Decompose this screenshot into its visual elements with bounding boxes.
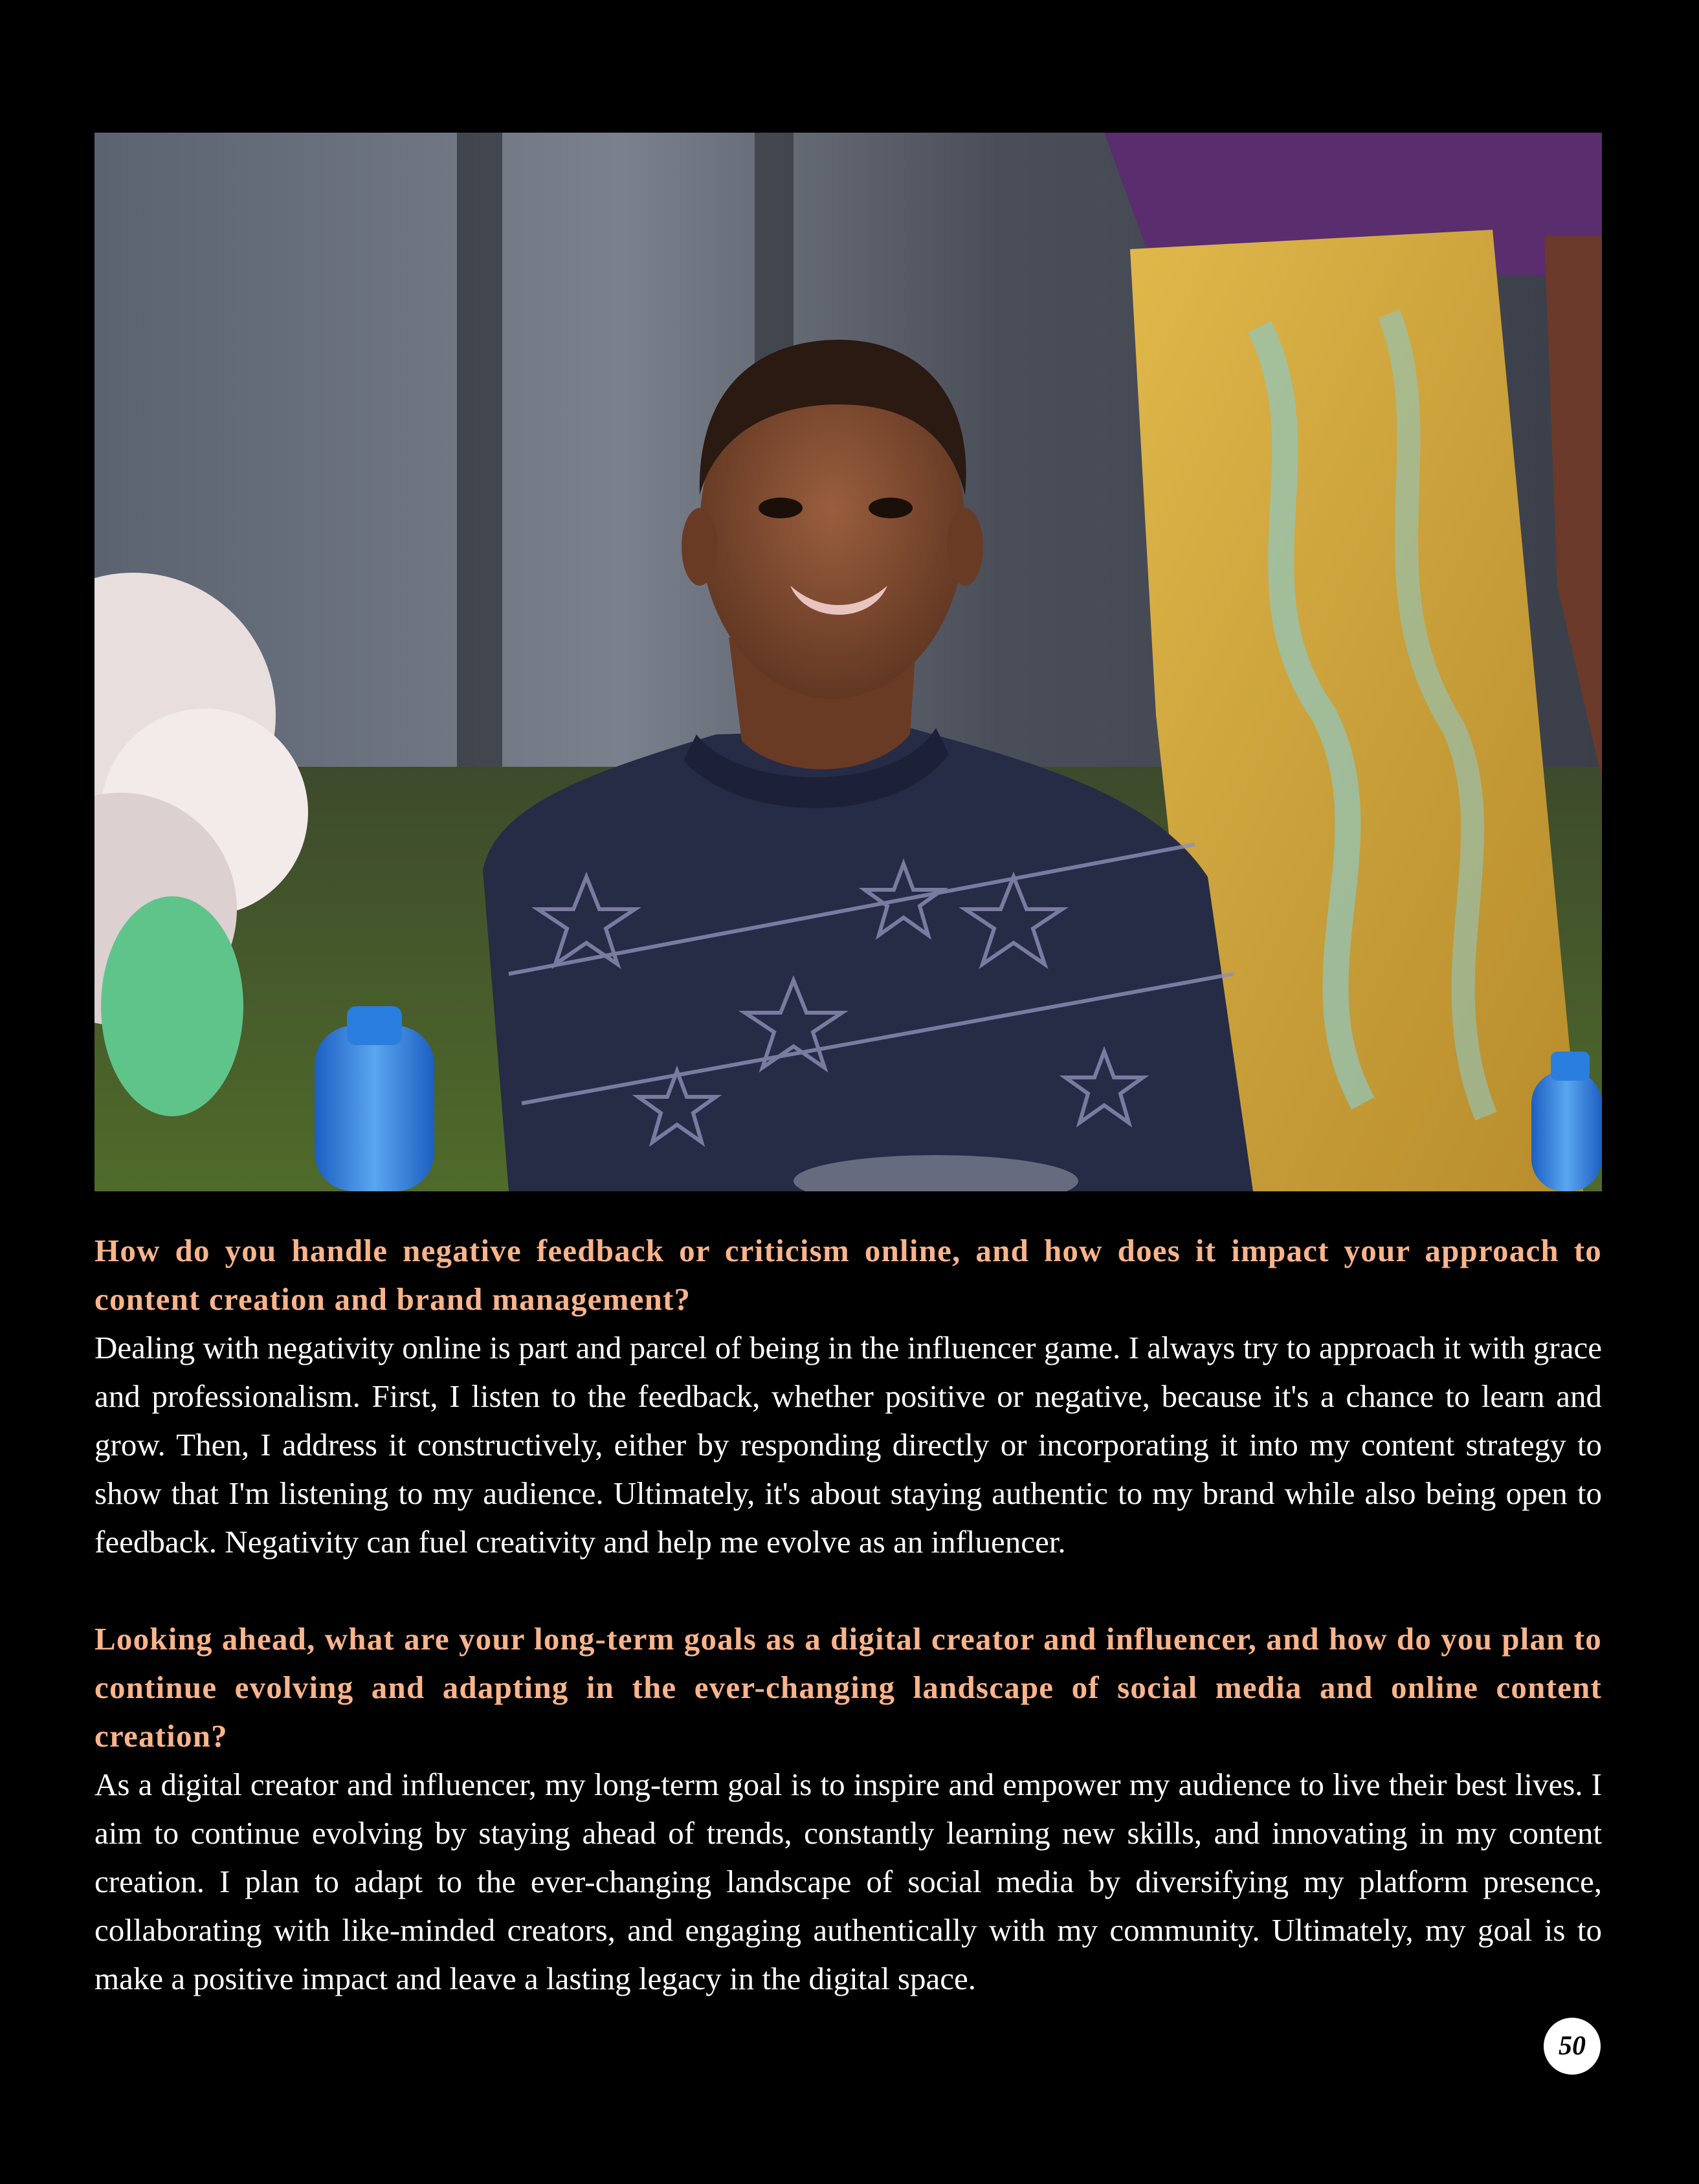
interview-answer: Dealing with negativity online is part and parcel of being in the influencer game. I always try to approach it with grace and professionalism. First, I listen to the feedback, whether positive or negative, because it's a chance to learn and grow. Then, I address it constructively, either by responding directly or incorporating it into my content strategy to show that I'm listening to my audience. Ultimately, it's about staying authentic to my brand while also being open to feedback. Negativity can fuel creativity and help me evolve as an influencer. bbox=[94, 1330, 1602, 1560]
page-number-badge: 50 bbox=[1544, 2018, 1601, 2075]
section-spacer bbox=[94, 1566, 1602, 1615]
article-body bbox=[94, 1226, 1602, 2003]
feature-photo bbox=[94, 133, 1602, 1191]
interview-question: Looking ahead, what are your long-term goals as a digital creator and influencer, and how do you plan to continue evolving and adapting in the ever-changing landscape of social media and online content creation? bbox=[94, 1621, 1602, 1754]
interview-answer: As a digital creator and influencer, my long-term goal is to inspire and empower my audience to live their best lives. I aim to continue evolving by staying ahead of trends, constantly learning new skills, and innovating in my content creation. I plan to adapt to the ever-changing landscape of social media by diversifying my platform presence, collaborating with like-minded creators, and engaging authentically with my community. Ultimately, my goal is to make a positive impact and leave a lasting legacy in the digital space. bbox=[94, 1767, 1602, 1996]
interview-question: How do you handle negative feedback or criticism online, and how does it impact your approach to content creation and brand management? bbox=[94, 1233, 1602, 1317]
